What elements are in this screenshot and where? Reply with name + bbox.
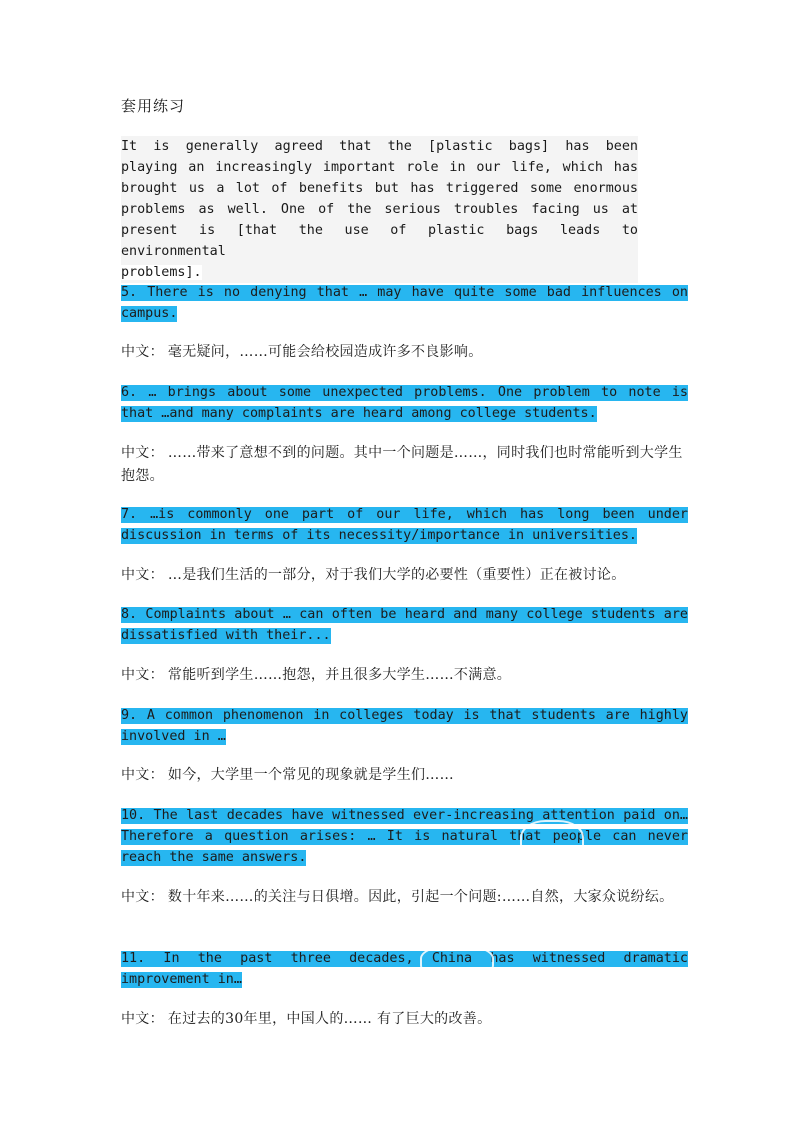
phrase-item-5: [121, 282, 688, 324]
translation-text: ……带来了意想不到的问题。其中一个问题是……，同时我们也时常能听到大学生抱怨。: [121, 445, 683, 484]
cn-label: 中文：: [121, 445, 164, 461]
cn-label: 中文：: [121, 667, 164, 683]
phrase-text: 7. …is commonly one part of our life, which has long been under discussion in terms of its necessity/importance in universities.: [121, 507, 688, 543]
translation-item-8: [121, 664, 688, 687]
translation-text: 毫无疑问，……可能会给校园造成许多不良影响。: [167, 344, 483, 360]
translation-text: 常能听到学生……抱怨，并且很多大学生……不满意。: [167, 667, 512, 683]
phrase-text: 6. … brings about some unexpected problems. One problem to note is that …and many complaints are heard among college students.: [121, 385, 688, 421]
phrase-text: 8. Complaints about … can often be heard and many college students are dissatisfied with their...: [121, 607, 688, 643]
phrase-text: 11. In the past three decades, China has witnessed dramatic improvement in…: [121, 951, 688, 987]
intro-text: It is generally agreed that the [plastic bags] has been playing an increasingly important role in our life, which has brought us a lot of benefits but has triggered some enormous problems as well. One of the serious troubles facing us at present is [that the use of plastic bags leads to environmental: [121, 139, 638, 259]
translation-item-7: [121, 564, 688, 587]
phrase-item-8: [121, 604, 688, 646]
translation-text: 在过去的30年里，中国人的…… 有了巨大的改善。: [167, 1011, 492, 1027]
cn-label: 中文：: [121, 1011, 164, 1027]
translation-text: 如今，大学里一个常见的现象就是学生们……: [167, 767, 454, 783]
translation-item-9: [121, 764, 688, 787]
cn-label: 中文：: [121, 889, 164, 905]
phrase-item-7: [121, 504, 688, 546]
phrase-text: 5. There is no denying that … may have quite some bad influences on campus.: [121, 285, 688, 321]
phrase-item-11: [121, 948, 688, 990]
phrase-text: 9. A common phenomenon in colleges today is that students are highly involved in …: [121, 708, 688, 744]
phrase-item-6: [121, 382, 688, 424]
translation-text: …是我们生活的一部分，对于我们大学的必要性（重要性）正在被讨论。: [167, 567, 626, 583]
cn-label: 中文：: [121, 567, 164, 583]
translation-item-11: [121, 1008, 688, 1031]
cn-label: 中文：: [121, 344, 164, 360]
phrase-item-9: [121, 705, 688, 747]
phrase-text: 10. The last decades have witnessed ever-increasing attention paid on… Therefore a question arises: … It is natural that people can never reach the same answers.: [121, 808, 688, 865]
intro-paragraph: [121, 136, 638, 283]
translation-item-10: [121, 886, 688, 909]
cn-label: 中文：: [121, 767, 164, 783]
intro-text-tail: problems].: [121, 265, 202, 280]
phrase-item-10: [121, 805, 688, 868]
translation-item-6: [121, 442, 688, 488]
translation-text: 数十年来……的关注与日俱增。因此，引起一个问题:……自然，大家众说纷纭。: [167, 889, 674, 905]
exercise-heading: 套用练习: [121, 97, 186, 115]
translation-item-5: [121, 341, 688, 364]
